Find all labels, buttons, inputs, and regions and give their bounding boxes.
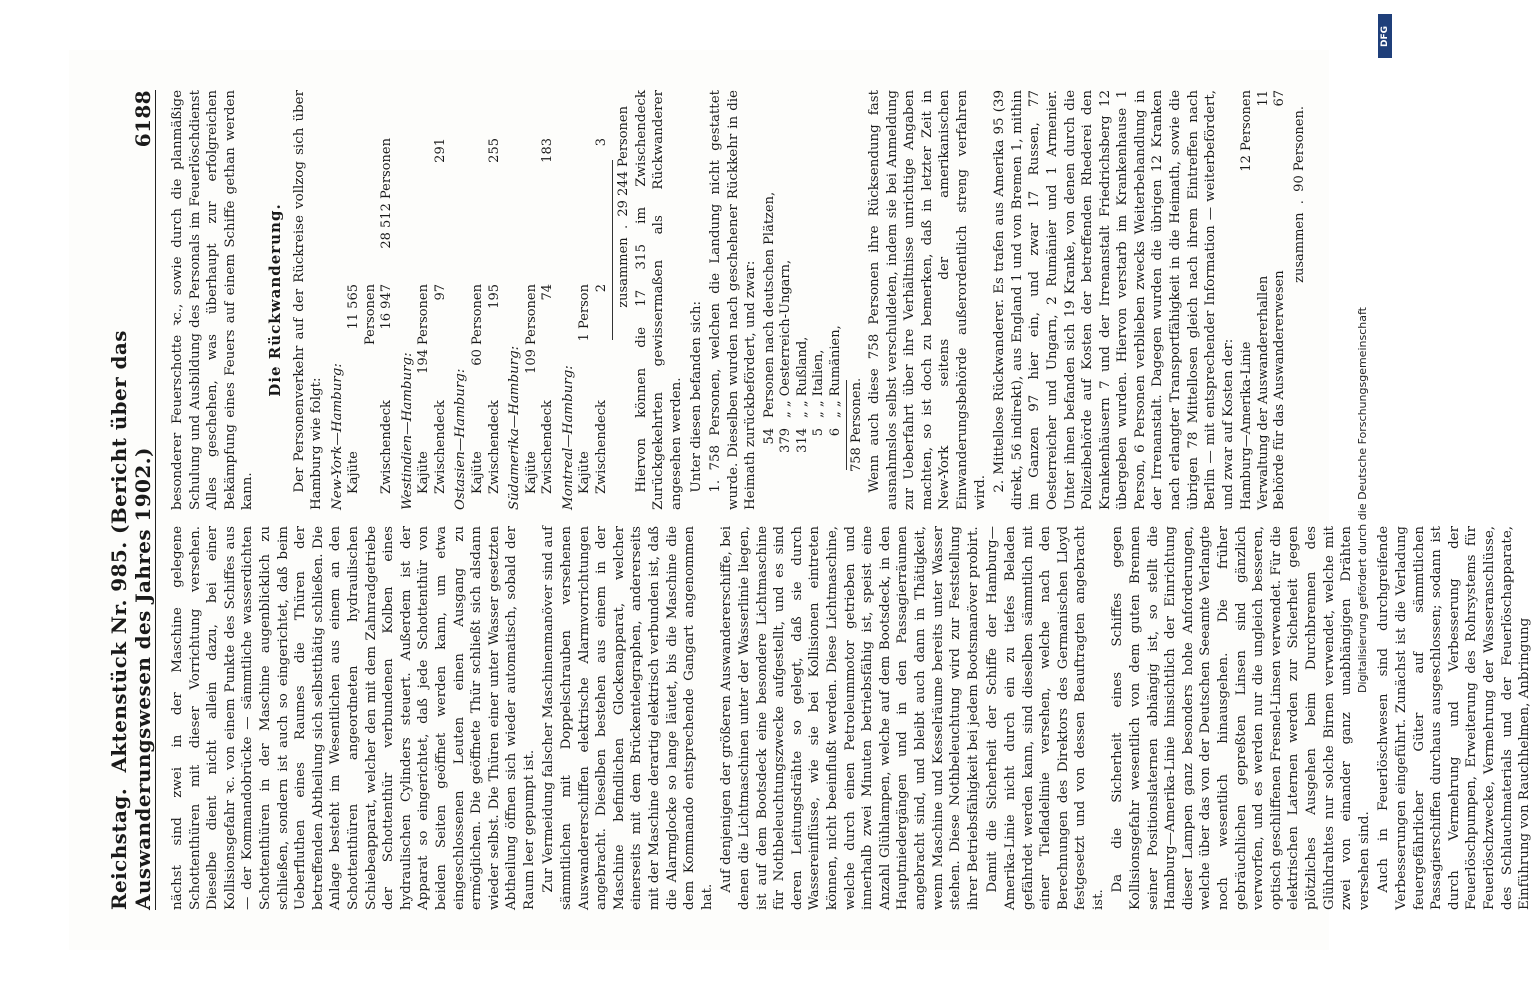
total-label: zusammen [615,237,631,308]
cost-total: zusammen . 90 Personen. [1291,106,1307,283]
paragraph: Auch in Feuerlöschwesen sind durchgreifende Verbesserungen eingeführt. Zunächst ist die Verladung feuergefährlicher Güter auf sämmtlichen Passagierschiffen durchaus ausgeschlossen; sodann ist durch Vermehrung und Verbesserung der Feuerlöschpumpen, Erweiterung des Rohrsystems für Feuerlöschzwecke, Vermehrung der Wasseranschlüsse, des Schlauchmaterials und der Feuerlöschapparate, Einführung von Rauchhelmen, Anbringung [1375,526,1532,910]
list-number: 314 [794,428,810,453]
list-number: 379 [777,428,793,453]
header-left: Reichstag. [106,787,131,910]
route-block [452,90,503,510]
dfg-logo: DFG [1378,14,1392,58]
route-block [506,90,557,510]
paragraph: Da die Sicherheit eines Schiffes gegen Kollisionsgefahr wesentlich von dem guten Brennen seiner Positionslaternen abhängig ist, so stellt die Hamburg—Amerika-Linie hinsichtlich der Einrichtung dieser Lampen ganz besonders hohe Anforderungen, welche über das von der Deutschen Seeamte Verlangte noch wesentlich hinausgehen. Die früher gebräuchlichen gepreßten Linsen sind gänzlich verworfen, und es werden nur die ungleich besseren, optisch geschliffenen Fresnel-Linsen verwendet. Für die elektrischen Laternen werden zur Sicherheit gegen plötzliches Ausgehen beim Durchbrennen des Glühdrahtes nur solche Birnen verwendet, welche mit zwei von einander ganz unabhängigen Drähten versehen sind. [1109,526,1372,910]
row-label: Zwischendeck [378,400,394,494]
row-label: Kajüte [576,451,592,494]
list-text: „ „ Rußland, [794,336,810,418]
row-label: Kajüte [345,451,361,494]
row-value: 16 947 [378,284,394,330]
row-label: Zwischendeck [539,400,555,494]
route-name: New-York—Hamburg: [329,363,345,510]
cost-value: 67 [1271,90,1287,107]
row-label: Kajüte [415,451,431,494]
route-total: 291 [432,138,448,163]
paragraph: Hiervon können die 17 315 im Zwischendeck Zurückgekehrten gewissermaßen als Rückwanderer angesehen werden. [633,90,684,510]
page-header [106,90,156,910]
route-total: 28 512 Personen [378,138,394,249]
row-value: 11 565 Personen [345,284,378,346]
cost-value: 11 [1255,90,1271,107]
list-item [778,90,795,510]
route-name: Südamerika—Hamburg: [506,345,522,510]
list-number: 54 [761,428,777,445]
route-name: Ostasien—Hamburg: [452,368,468,510]
paragraph: Auf denjenigen der größeren Auswandererschiffe, bei denen die Lichtmaschinen unter der Wasserlinie liegen, ist auf dem Bootsdeck eine besondere Lichtmaschine für Nothbeleuchtungszwecke aufgestellt, und es sind deren Leitungsdrähte so gelegt, daß sie durch Wassereinflüsse, wie sie bei Kollisionen eintreten können, nicht beeinflußt werden. Diese Lichtmaschine, welche durch einen Petroleummotor getrieben und innerhalb zwei Minuten betriebsfähig ist, speist eine Anzahl Glühlampen, welche auf dem Bootsdeck, in den Hauptniedergängen und in den Passagierräumen angebracht sind, und bleibt auch dann in Thätigkeit, wenn Maschine und Kesselräume bereits unter Wasser stehen. Diese Nothbeleuchtung wird zur Feststellung ihrer Betriebsfähigkeit bei jedem Bootsmanöver probirt. [718,526,981,910]
right-column [169,90,1307,510]
row-value: 97 [432,284,448,301]
total-value: 29 244 Personen [615,106,631,217]
row-label: Zwischendeck [486,400,502,494]
route-name: Westindien—Hamburg: [399,352,415,510]
cost-table [1239,90,1308,510]
list-number: 6 [827,428,843,437]
row-value: 60 Personen [469,284,485,366]
row-label: Kajüte [523,451,539,494]
list-item [827,90,844,510]
cost-label: Verwaltung der Auswandererhallen [1255,275,1271,510]
row-value: 194 Personen [415,284,431,374]
row-value: 109 Personen [523,284,539,374]
return-list [761,90,865,510]
row-value: 1 Person [576,284,592,342]
list-total: 758 Personen. [848,377,864,472]
route-block [328,90,395,510]
paragraph: nächst sind zwei in der Maschine gelegene Schottenthüren mit dieser Vorrichtung versehen. Dieselbe dient nicht allein dazu, bei einer Kollisionsgefahr ꝛc. von einem Punkte des Schiffes aus — der Kommandobrücke — sämmtliche wasserdichten Schottenthüren in der Maschine augenblicklich zu schließen, sondern ist auch so eingerichtet, daß beim Ueberfluthen eines Raumes die Thüren der betreffenden Abtheilung sich selbstthätig schließen. Die Anlage besteht im Wesentlichen aus einem an den Schottenthüren angeordneten hydraulischen Schiebeapparat, welcher den mit dem Zahnradgetriebe der Schottenthür verbundenen Kolben eines hydraulischen Cylinders steuert. Außerdem ist der Apparat so eingerichtet, daß jede Schottenthür von beiden Seiten geöffnet werden kann, um etwa eingeschlossenen Leuten einen Ausgang zu ermöglichen. Die geöffnete Thür schließt sich alsdann wieder selbst. Die Thüren einer unter Wasser gesetzten Abtheilung öffnen sich wieder automatisch, sobald der Raum leer gepumpt ist. [169,526,537,910]
paragraph: 2. Mittellose Rückwanderer. Es trafen aus Amerika 95 (39 direkt, 56 indirekt), aus England 1 und von Bremen 1, mithin im Ganzen 97 hier ein, und zwar 17 Russen, 77 Oesterreicher und Ungarn, 2 Rumänier und 1 Armenier. Unter ihnen befanden sich 19 Kranke, von denen durch die Polizeibehörde auf Kosten der betreffenden Rhederei den Krankenhäusern 7 und der Irrenanstalt Friedrichsberg 12 übergeben wurden. Hiervon verstarb im Krankenhause 1 Person, 6 Personen verblieben zwecks Weiterbehandlung in der Irrenanstalt. Dagegen wurden die übrigen 12 Kranken nach erlangter Transportfähigkeit in die Heimath, sowie die übrigen 78 Mittellosen gleich nach ihrem Eintreffen nach Berlin — mit entsprechender Information — weiterbefördert, und zwar auf Kosten der: [991,90,1236,510]
sum-rule [846,380,847,470]
route-total: 3 [593,138,609,147]
cost-value: 12 Personen [1238,90,1254,172]
header-center: Aktenstück Nr. 985. (Bericht über das Auswanderungswesen des Jahres 1902.) [106,330,155,910]
list-item [794,90,811,510]
cost-total-label: zusammen [1291,212,1307,283]
paragraph: Wenn auch diese 758 Personen ihre Rücksendung fast ausnahmslos selbst verschuldeten, indem sie bei Anmeldung zur Ueberfahrt über ihre Verhältnisse unrichtige Angaben machten, so ist doch zu bemerken, daß in letzter Zeit in New-York seitens der amerikanischen Einwanderungsbehörde außerordentlich streng verfahren wird. [866,90,988,510]
row-label: Zwischendeck [432,400,448,494]
route-name: Montreal—Hamburg: [560,365,576,510]
row-value: 74 [539,284,555,301]
cost-label: Behörde für das Auswandererwesen [1271,270,1287,510]
row-value: 2 [593,284,609,293]
row-label: Kajüte [469,451,485,494]
list-item [761,90,778,510]
cost-total-value: 90 Personen. [1291,106,1307,192]
cost-item [1255,90,1272,510]
route-total: 255 [486,138,502,163]
cost-label: Hamburg—Amerika-Linie [1238,341,1254,510]
grand-total: zusammen . 29 244 Personen [615,106,631,308]
list-number: 5 [810,428,826,437]
list-text: „ „ Oesterreich-Ungarn, [777,259,793,418]
route-block [559,90,610,510]
route-block [398,90,449,510]
list-text: „ „ Italien, [810,349,826,418]
paragraph: Damit die Sicherheit der Schiffe der Hamburg—Amerika-Linie nicht durch ein zu tiefes Beladen gefährdet werden kann, sind dieselben sämmtlich mit einer Tiefladelinie versehen, welche nach den Berechnungen des Direktors des Germanischen Lloyd festgesetzt und von dessen Beauftragten angebracht ist. [984,526,1106,910]
paragraph: Unter diesen befanden sich: [688,301,704,493]
page-number: 6188 [130,90,155,148]
left-column [169,526,1532,910]
sum-rule [612,160,613,340]
list-text: „ „ Rumänien, [827,325,843,418]
row-value: 195 [486,284,502,309]
list-text: Personen nach deutschen Plätzen, [761,191,777,418]
cost-item [1239,90,1256,510]
paragraph: Zur Vermeidung falscher Maschinenmanöver sind auf sämmtlichen mit Doppelschrauben versehenen Auswandererschiffen elektrische Alarmvorrichtungen angebracht. Dieselben bestehen aus einem in der Maschine befindlichen Glockenapparat, welcher einerseits mit dem Brückentelegraphen, andererseits mit der Maschine derartig elektrisch verbunden ist, daß die Alarmglocke so lange läutet, bis die Maschine die dem Kommando entsprechende Gangart angenommen hat. [540,526,715,910]
route-total: 183 [539,138,555,163]
list-item [811,90,828,510]
header-title [107,147,155,910]
digitization-note: Digitalisierung gefördert durch die Deutsche Forschungsgemeinschaft [1355,307,1369,693]
row-label: Zwischendeck [593,400,609,494]
section-heading: Die Rückwanderung. [265,203,284,397]
cost-item [1272,90,1289,510]
paragraph: besonderer Feuerschotte ꝛc., sowie durch die planmäßige Schulung und Ausbildung des Personals im Feuerlöschdienst Alles geschehen, was überhaupt zur erfolgreichen Bekämpfung eines Feuers auf einem Schiffe gethan werden kann. [169,90,255,510]
paragraph: 1. 758 Personen, welchen die Landung nicht gestattet wurde. Dieselben wurden nach geschehener Rückkehr in die Heimath zurückbefördert, und zwar: [707,90,758,510]
paragraph: Der Personenverkehr auf der Rückreise vollzog sich über Hamburg wie folgt: [291,90,324,510]
